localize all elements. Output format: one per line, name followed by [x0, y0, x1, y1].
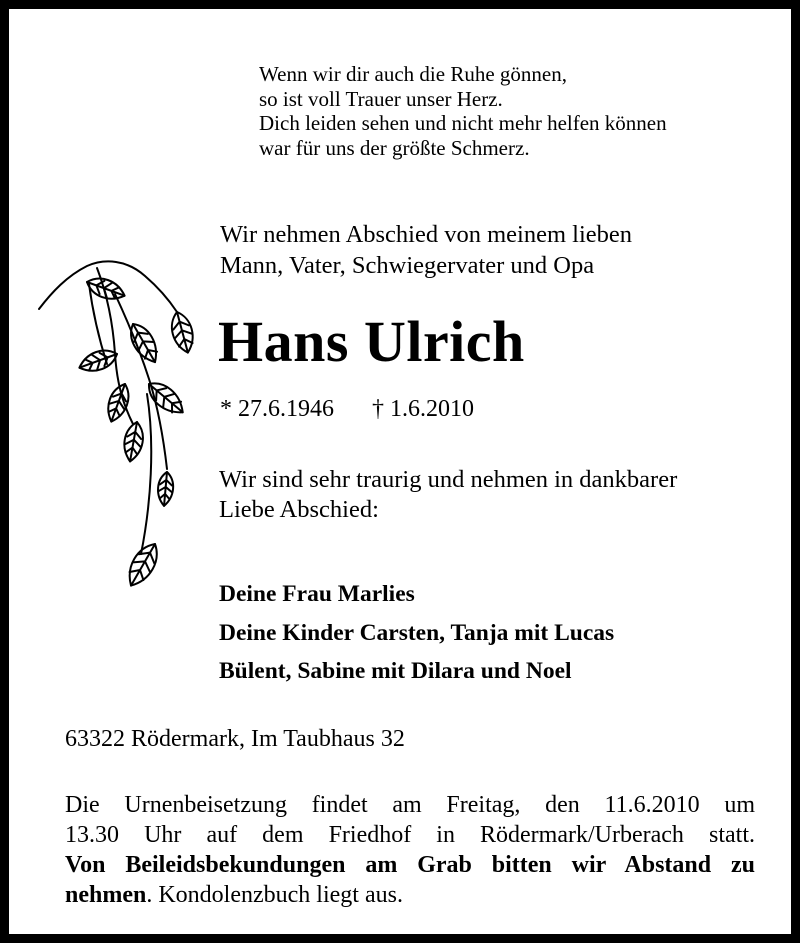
- death-date: † 1.6.2010: [372, 396, 474, 422]
- sorrow-line: Wir sind sehr traurig und nehmen in dankbarer: [219, 466, 678, 493]
- poem: [259, 62, 667, 160]
- intro-line: Wir nehmen Abschied von meinem lieben: [220, 221, 633, 248]
- family-address: 63322 Rödermark, Im Taubhaus 32: [65, 726, 405, 752]
- intro-line: Mann, Vater, Schwiegervater und Opa: [220, 252, 595, 279]
- life-dates: [220, 394, 474, 424]
- condolence-book-note: . Kondolenzbuch liegt aus.: [146, 882, 403, 908]
- farewell-intro: [220, 219, 632, 281]
- birch-branch-icon: [37, 254, 207, 604]
- burial-line: Die Urnenbeisetzung findet am Freitag, den 11.6.2010 um: [65, 792, 755, 818]
- deceased-name: Hans Ulrich: [218, 309, 525, 374]
- poem-line: Wenn wir dir auch die Ruhe gönnen,: [259, 62, 567, 86]
- burial-line-last: [65, 880, 755, 910]
- mourner-line: Deine Frau Marlies: [219, 581, 415, 607]
- birth-date: * 27.6.1946: [220, 396, 334, 422]
- mourner-line: Deine Kinder Carsten, Tanja mit Lucas: [219, 619, 615, 646]
- sorrow-statement: [219, 465, 677, 525]
- mourner-line: Bülent, Sabine mit Dilara und Noel: [219, 658, 572, 684]
- mourners-list: [219, 575, 614, 691]
- poem-line: so ist voll Trauer unser Herz.: [259, 86, 503, 111]
- burial-line: 13.30 Uhr auf dem Friedhof in Rödermark/Urberach statt.: [65, 822, 755, 848]
- condolence-request: Von Beileidsbekundungen am Grab bitten wir Abstand zu: [65, 852, 755, 878]
- poem-line: war für uns der größte Schmerz.: [259, 135, 530, 160]
- poem-line: Dich leiden sehen und nicht mehr helfen können: [259, 111, 667, 135]
- burial-notice: [65, 790, 755, 910]
- condolence-request-end: nehmen: [65, 882, 147, 908]
- sorrow-line: Liebe Abschied:: [219, 496, 379, 523]
- burial-line-bold: [65, 850, 755, 880]
